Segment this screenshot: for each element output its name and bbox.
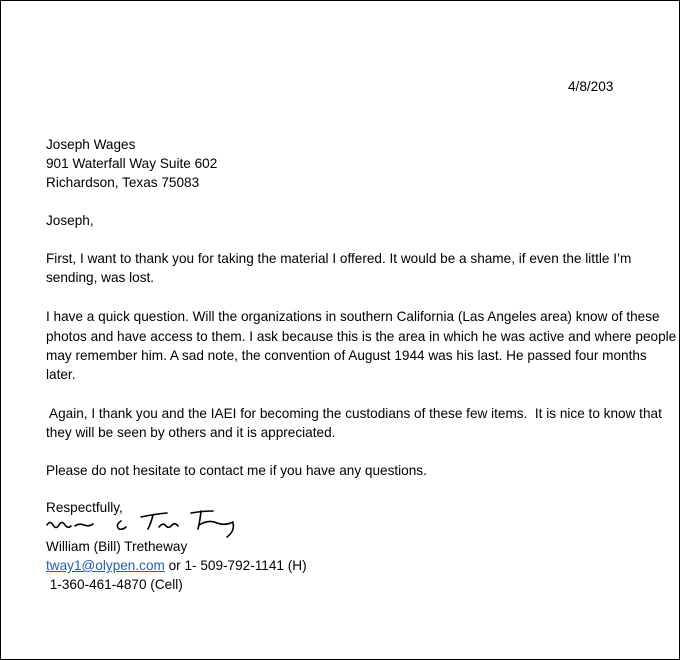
- contact-line: [46, 556, 307, 575]
- home-phone: or 1- 509-792-1141 (H): [164, 558, 307, 573]
- recipient-city: Richardson, Texas 75083: [46, 175, 200, 190]
- paragraph-1-line-1: First, I want to thank you for taking the material I offered. It would be a shame, if even the little I’m: [46, 251, 632, 266]
- recipient-name: Joseph Wages: [46, 137, 136, 152]
- email-link[interactable]: tway1@olypen.com: [46, 558, 165, 573]
- paragraph-2-line-1: I have a quick question. Will the organizations in southern California (Las Angeles area) know of these: [46, 309, 660, 324]
- paragraph-2-line-3: may remember him. A sad note, the convention of August 1944 was his last. He passed four months: [46, 348, 647, 363]
- salutation: Joseph,: [46, 213, 94, 228]
- paragraph-2-line-2: photos and have access to them. I ask because this is the area in which he was active and where people: [46, 329, 677, 344]
- recipient-street: 901 Waterfall Way Suite 602: [46, 156, 218, 171]
- paragraph-3-line-2: they will be seen by others and it is appreciated.: [46, 425, 336, 440]
- letter-date: 4/8/203: [568, 79, 614, 94]
- paragraph-1-line-2: sending, was lost.: [46, 270, 155, 285]
- paragraph-2-line-4: later.: [46, 367, 76, 382]
- cell-phone: 1-360-461-4870 (Cell): [46, 577, 183, 592]
- signature-name: William (Bill) Tretheway: [46, 539, 188, 554]
- closing: Respectfully,: [46, 500, 123, 515]
- paragraph-4-line-1: Please do not hesitate to contact me if you have any questions.: [46, 463, 427, 478]
- paragraph-3-line-1: Again, I thank you and the IAEI for becoming the custodians of these few items. It is nice to know that: [46, 406, 662, 421]
